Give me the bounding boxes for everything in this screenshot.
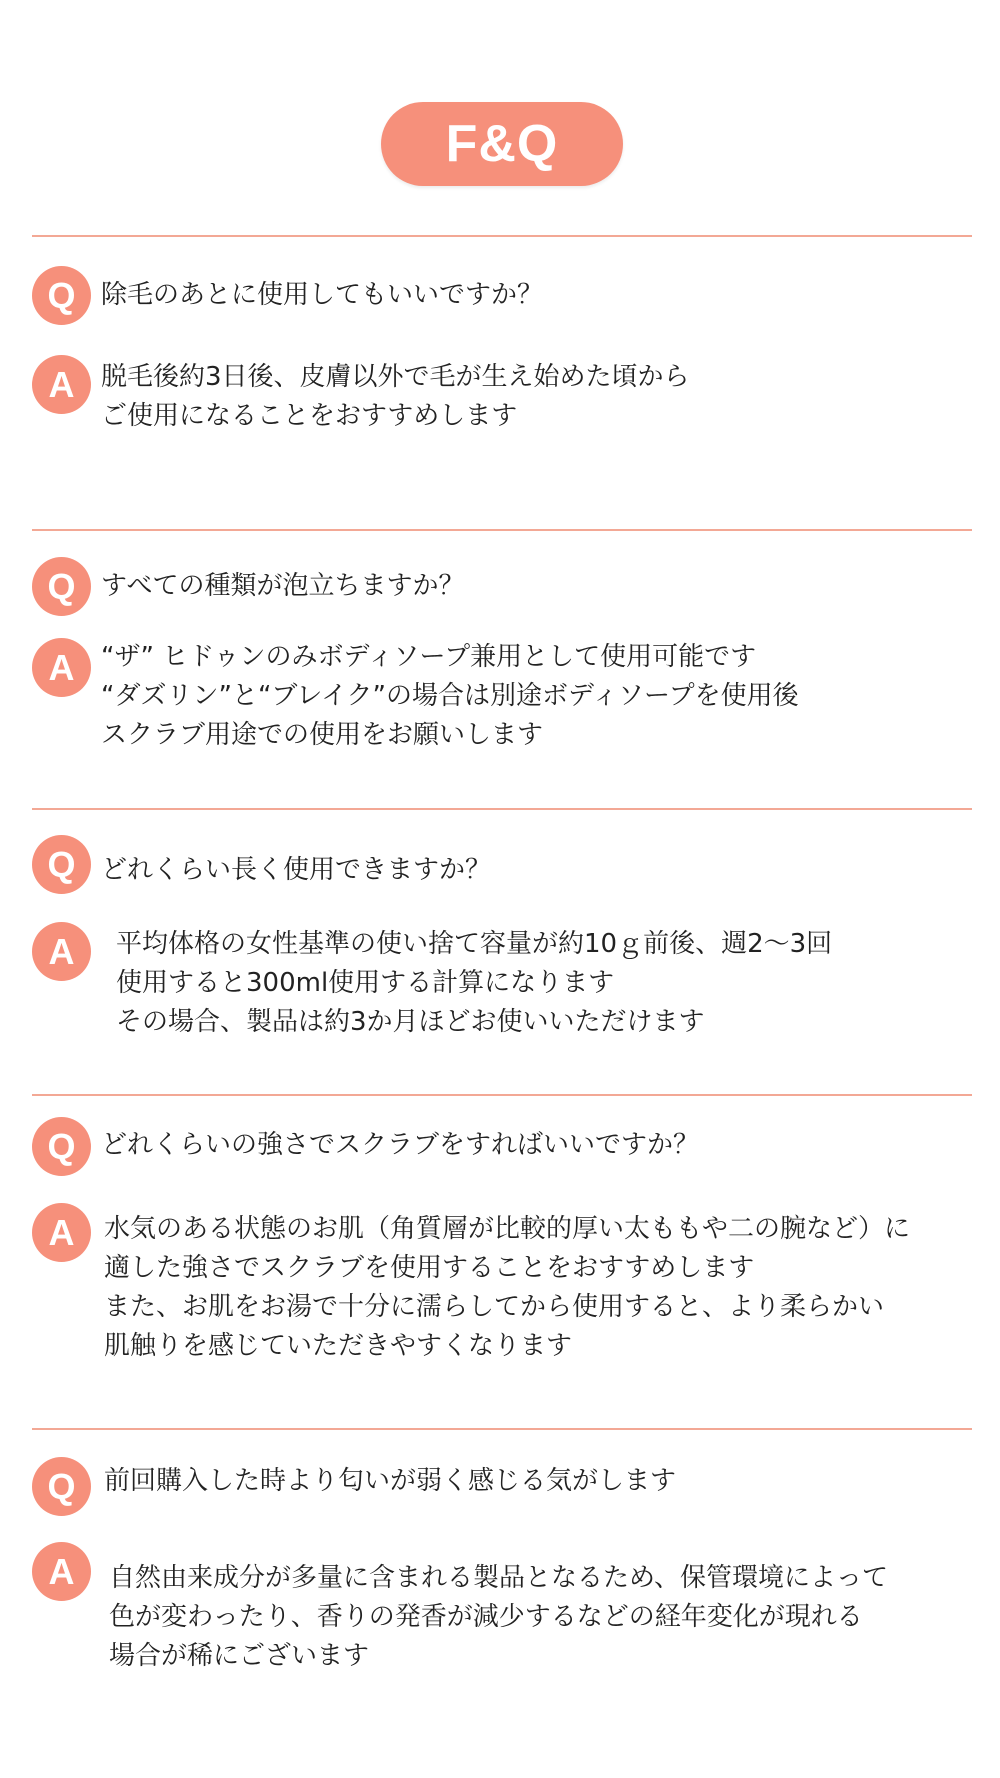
answer-line: 自然由来成分が多量に含まれる製品となるため、保管環境によって [109,1563,888,1593]
question-badge: Q [32,557,91,616]
answer-line: “ダズリン”と“ブレイク”の場合は別途ボディソープを使用後 [101,681,799,711]
answer-line: その場合、製品は約3か月ほどお使いいただけます [116,1007,705,1037]
answer-line: 場合が稀にございます [109,1641,370,1671]
answer-text [104,1210,910,1366]
answer-badge: A [32,638,91,697]
question-text: どれくらい長く使用できますか？ [101,855,492,885]
answer-line: 水気のある状態のお肌（角質層が比較的厚い太ももや二の腕など）に [104,1214,911,1244]
section-divider [32,1428,972,1430]
section-divider [32,1094,972,1096]
answer-badge: A [32,1542,91,1601]
answer-text [101,638,799,755]
answer-text [109,1559,888,1676]
question-badge: Q [32,835,91,894]
answer-badge: A [32,355,91,414]
answer-line: 脱毛後約3日後、皮膚以外で毛が生え始めた頃から [101,362,690,392]
question-text: どれくらいの強さでスクラブをすればいいですか？ [101,1130,700,1160]
answer-line: 肌触りを感じていただきやすくなります [104,1331,573,1361]
section-divider [32,808,972,810]
page-title: F&Q [445,115,559,173]
answer-line: 適した強さでスクラブを使用することをおすすめします [104,1253,755,1283]
answer-badge: A [32,1203,91,1262]
section-divider [32,529,972,531]
answer-text [116,925,832,1042]
answer-line: 使用すると300ml使用する計算になります [116,968,615,998]
answer-badge: A [32,922,91,981]
answer-line: 色が変わったり、香りの発香が減少するなどの経年変化が現れる [109,1602,863,1632]
answer-text [101,358,690,436]
section-divider [32,235,972,237]
answer-line: “ザ” ヒドゥンのみボディソープ兼用として使用可能です [101,642,757,672]
question-text: すべての種類が泡立ちますか？ [101,571,465,601]
answer-line: また、お肌をお湯で十分に濡らしてから使用すると、より柔らかい [104,1292,885,1322]
question-text: 前回購入した時より匂いが弱く感じる気がします [104,1466,677,1496]
answer-line: ご使用になることをおすすめします [101,401,518,431]
question-badge: Q [32,266,91,325]
question-text: 除毛のあとに使用してもいいですか？ [101,280,544,310]
question-badge: Q [32,1117,91,1176]
answer-line: 平均体格の女性基準の使い捨て容量が約10ｇ前後、週2〜3回 [116,929,833,959]
faq-title-pill [381,102,623,186]
question-badge: Q [32,1457,91,1516]
answer-line: スクラブ用途での使用をお願いします [101,720,544,750]
